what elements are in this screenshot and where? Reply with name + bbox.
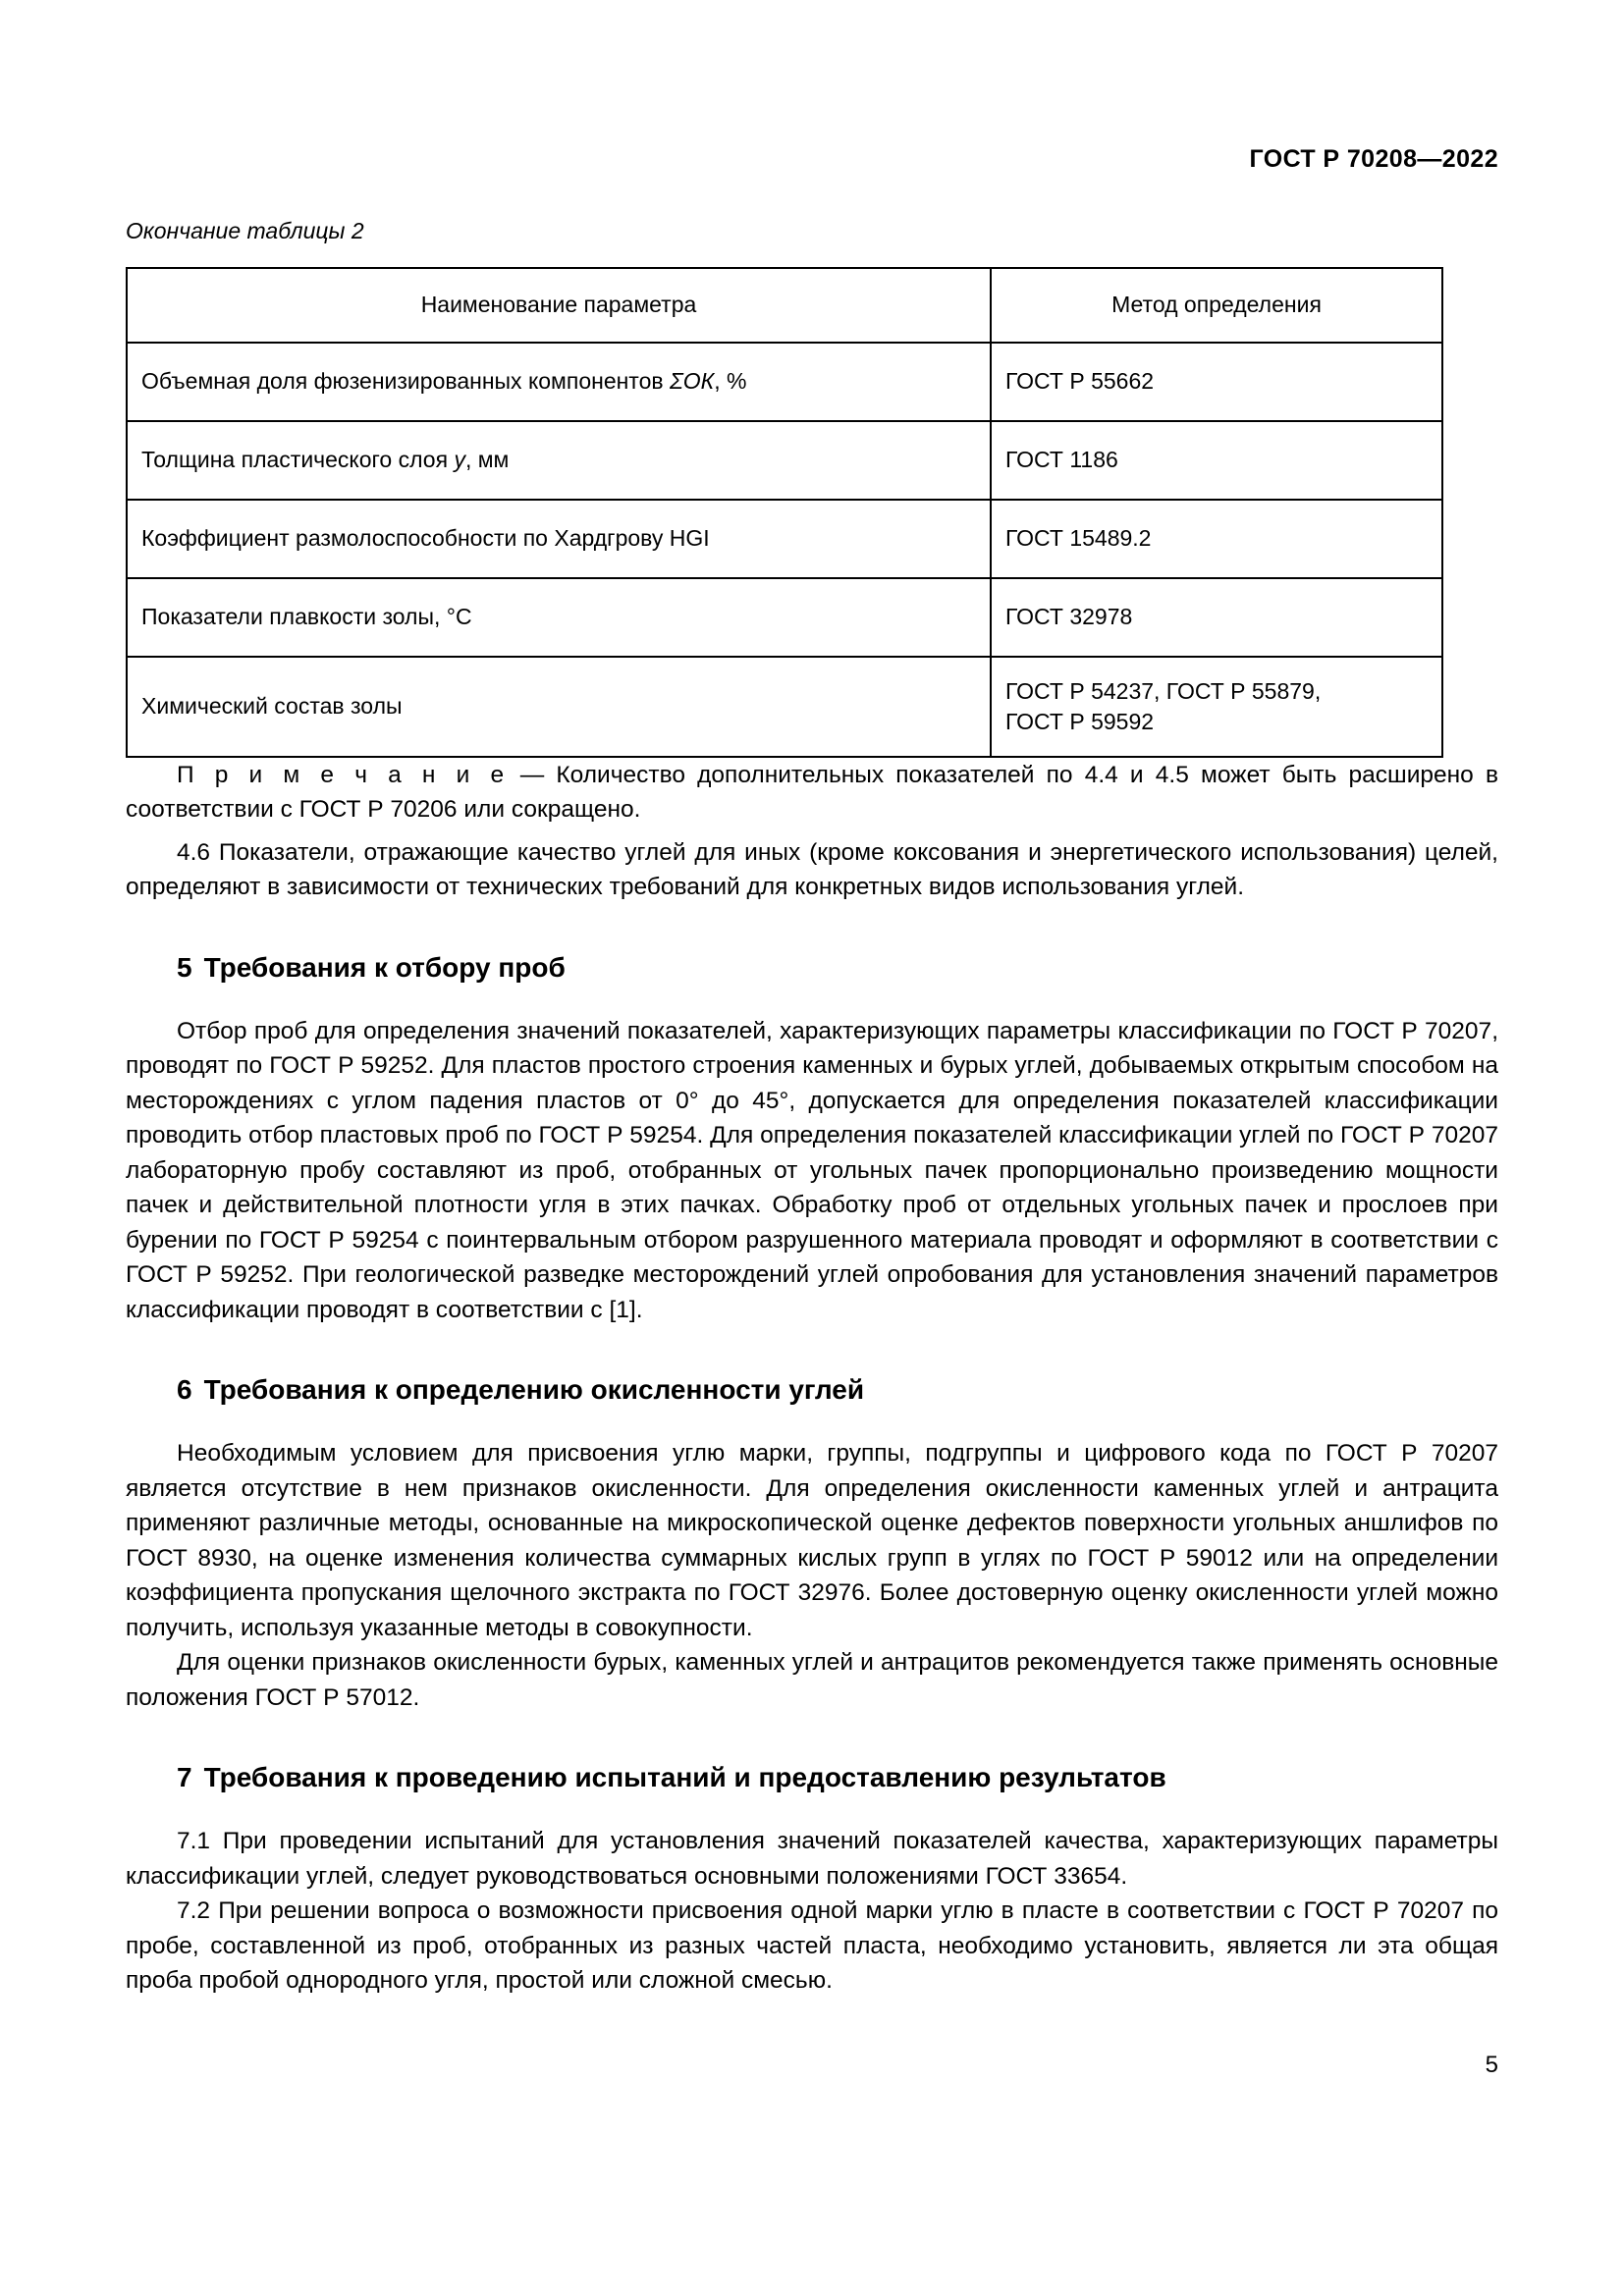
section-heading: [177, 950, 1498, 985]
table-note: [126, 758, 1498, 828]
parameter-unit: , мм: [464, 447, 510, 473]
page-content: [126, 218, 1498, 1999]
cell-method: ГОСТ 15489.2: [991, 500, 1442, 578]
parameters-table: [126, 267, 1443, 758]
section-7-paragraph-1: 7.1 При проведении испытаний для установления значений показателей качества, характеризующих параметры классификации углей, следует руководствоваться основными положениями ГОСТ 33654.: [126, 1828, 1498, 1890]
column-header-parameter-name: Наименование параметра: [127, 268, 991, 343]
section-title: Требования к определению окисленности углей: [203, 1374, 865, 1406]
section-7-heading-block: [126, 1760, 1498, 1794]
parameter-text: Объемная доля фюзенизированных компонентов: [141, 368, 670, 395]
cell-method: ГОСТ 32978: [991, 578, 1442, 657]
section-6-paragraph-2: Для оценки признаков окисленности бурых, каменных углей и антрацитов рекомендуется также применять основные положения ГОСТ Р 57012.: [126, 1649, 1498, 1711]
cell-parameter-name: [127, 343, 991, 421]
cell-parameter-name: Химический состав золы: [127, 657, 991, 757]
cell-method: ГОСТ Р 55662: [991, 343, 1442, 421]
parameter-unit: , %: [714, 368, 747, 395]
method-line-1: ГОСТ Р 54237, ГОСТ Р 55879,: [1005, 678, 1322, 705]
section-heading: [177, 1372, 1498, 1407]
section-5-paragraph-1: Отбор проб для определения значений показателей, характеризующих параметры классификации по ГОСТ Р 70207, проводят по ГОСТ Р 59252. Для пластов простого строения каменных и бурых углей, добываемых открытым способом на месторождениях с углом падения пластов от 0° до 45°, допускается для определения показателей классификации проводить отбор пластовых проб по ГОСТ Р 59254. Для определения показателей классификации углей по ГОСТ Р 70207 лабораторную пробу составляют из проб, отобранных от угольных пачек пропорционально произведению мощности пачек и действительной плотности угля в этих пачках. Обработку проб от отдельных угольных пачек и прослоев при бурении по ГОСТ Р 59254 с поинтервальным отбором разрушенного материала проводят и оформляют в соответствии с ГОСТ Р 59252. При геологической разведке месторождений углей опробования для установления значений параметров классификации проводят в соответствии с [1].: [126, 1017, 1498, 1323]
table-row: [127, 421, 1442, 500]
parameter-symbol: y: [454, 447, 465, 473]
table-header-row: [127, 268, 1442, 343]
section-number: 5: [177, 951, 192, 983]
cell-method: [991, 657, 1442, 757]
running-header-standard-id: ГОСТ Р 70208—2022: [1249, 145, 1498, 173]
section-title: Требования к проведению испытаний и предоставлению результатов: [203, 1762, 1166, 1793]
cell-parameter-name: Показатели плавкости золы, °C: [127, 578, 991, 657]
table-row: [127, 500, 1442, 578]
page-number: 5: [1485, 2052, 1498, 2078]
parameter-text: Толщина пластического слоя: [141, 447, 455, 473]
table-caption: Окончание таблицы 2: [126, 218, 364, 243]
section-6-heading-block: [126, 1372, 1498, 1407]
note-label: П р и м е ч а н и е: [177, 761, 509, 788]
section-7-paragraph-2: 7.2 При решении вопроса о возможности присвоения одной марки углю в пласте в соответствии с ГОСТ Р 70207 по пробе, составленной из проб, отобранных из разных частей пласта, необходимо установить, является ли эта общая проба пробой однородного угля, простой или сложной смесью.: [126, 1897, 1498, 1995]
section-6-paragraph-1: Необходимым условием для присвоения углю марки, группы, подгруппы и цифрового кода по ГОСТ Р 70207 является отсутствие в нем признаков окисленности. Для определения окисленности каменных углей и антрацита применяют различные методы, основанные на микроскопической оценке дефектов поверхности угольных аншлифов по ГОСТ 8930, на оценке изменения количества суммарных кислых групп в углях по ГОСТ Р 59012 или на определении коэффициента пропускания щелочного экстракта по ГОСТ 32976. Более достоверную оценку окисленности углей можно получить, используя указанные методы в совокупности.: [126, 1440, 1498, 1641]
table-row: [127, 657, 1442, 757]
note-dash: —: [508, 761, 557, 788]
method-line-2: ГОСТ Р 59592: [1005, 708, 1155, 734]
section-number: 7: [177, 1762, 192, 1793]
column-header-method: Метод определения: [991, 268, 1442, 343]
section-5-heading-block: [126, 950, 1498, 985]
parameter-symbol: ΣОК: [669, 368, 715, 395]
note-text: Количество дополнительных показателей по 4.4 и 4.5 может быть расширено в соответствии с ГОСТ Р 70206 или сокращено.: [126, 761, 1498, 824]
cell-method: ГОСТ 1186: [991, 421, 1442, 500]
section-number: 6: [177, 1374, 192, 1406]
cell-parameter-name: [127, 421, 991, 500]
section-title: Требования к отбору проб: [203, 951, 566, 983]
table-row: [127, 343, 1442, 421]
section-heading: [177, 1760, 1498, 1794]
clause-4-6-paragraph: 4.6 Показатели, отражающие качество углей для иных (кроме коксования и энергетического использования) целей, определяют в зависимости от технических требований для конкретных видов использования углей.: [126, 838, 1498, 901]
spacer: [126, 828, 1498, 835]
table-row: [127, 578, 1442, 657]
cell-parameter-name: Коэффициент размолоспособности по Хардгрову HGI: [127, 500, 991, 578]
